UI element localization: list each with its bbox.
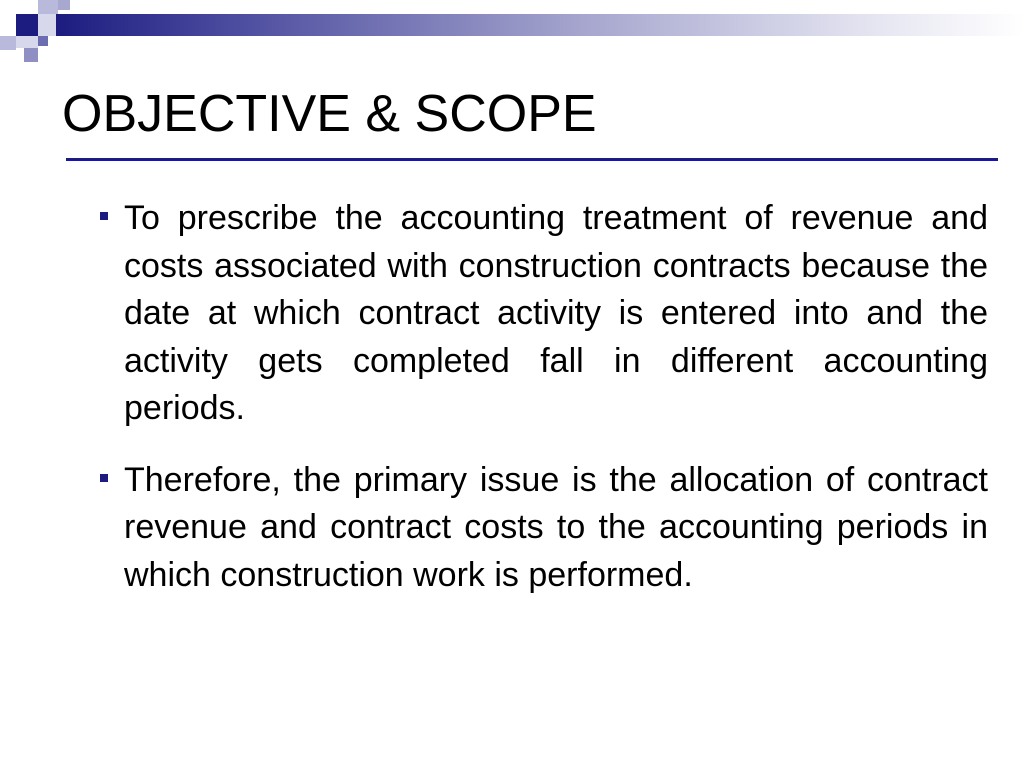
bullet-list [96,195,988,623]
deco-square [16,36,38,48]
corner-decoration [0,0,1024,64]
deco-square [38,0,58,14]
deco-square [58,0,70,10]
bullet-text: Therefore, the primary issue is the allocation of contract revenue and contract costs to the accounting periods in which construction work is performed. [124,460,988,594]
top-gradient-bar [56,14,1024,36]
deco-square [0,36,16,50]
title-divider [66,158,998,161]
square-bullet-icon [100,474,108,482]
bullet-text: To prescribe the accounting treatment of revenue and costs associated with construction contracts because the date at which contract activity is entered into and the activity gets completed fall in different accounting periods. [124,199,988,427]
deco-square [38,14,56,36]
deco-square [16,14,38,36]
bullet-item [96,457,988,600]
square-bullet-icon [100,212,108,220]
slide-title: OBJECTIVE & SCOPE [62,85,597,143]
bullet-item [96,195,988,433]
deco-square [24,48,38,62]
deco-square [38,36,48,46]
